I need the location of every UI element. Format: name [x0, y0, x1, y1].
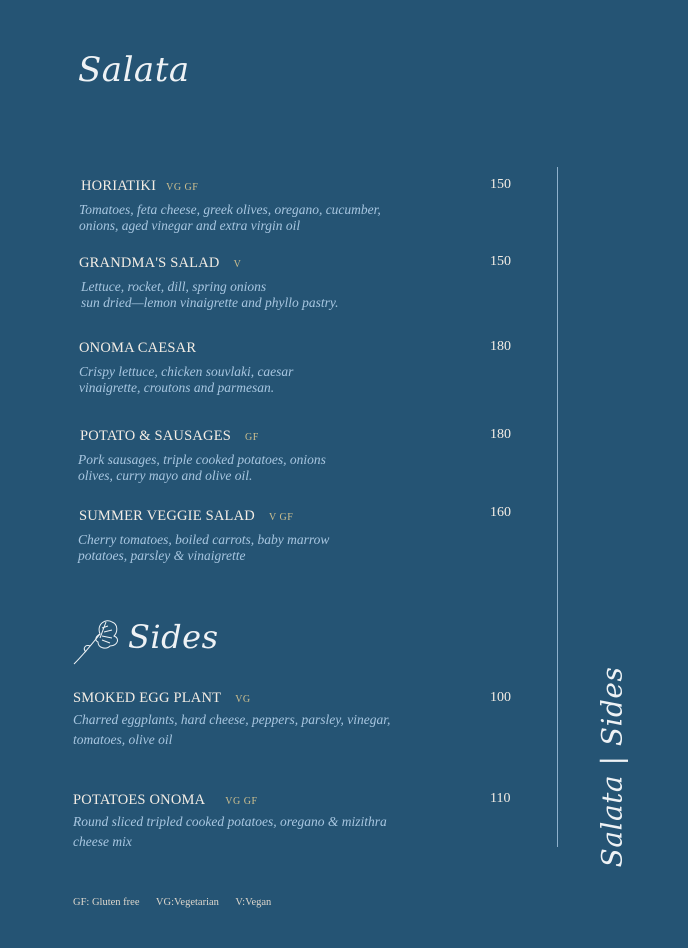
legend-vegetarian: VG:Vegetarian	[155, 897, 219, 908]
description-line: potatoes, parsley & vinaigrette	[78, 547, 246, 563]
dietary-legend	[73, 897, 285, 908]
item-price: 100	[490, 690, 511, 705]
description-line: Crispy lettuce, chicken souvlaki, caesar	[79, 364, 294, 379]
item-price: 150	[490, 177, 511, 192]
item-tags: VG GF	[166, 182, 199, 193]
item-name: GRANDMA'S SALAD	[79, 255, 220, 271]
description-line: olives, curry mayo and olive oil.	[78, 467, 253, 483]
item-price: 110	[490, 791, 511, 806]
item-description	[81, 279, 338, 310]
item-description	[79, 202, 381, 233]
description-line: onions, aged vinegar and extra virgin oil	[79, 217, 301, 233]
item-tags: VG GF	[225, 796, 258, 807]
legend-vegan: V:Vegan	[235, 897, 272, 908]
menu-item-smoked-egg-plant	[73, 689, 390, 750]
description-line: vinaigrette, croutons and parmesan.	[79, 379, 275, 395]
description-line: Cherry tomatoes, boiled carrots, baby marrow	[78, 532, 330, 547]
menu-item-summer-veggie-salad	[79, 507, 329, 563]
description-line: cheese mix	[73, 834, 132, 849]
item-name: POTATOES ONOMA	[73, 792, 206, 808]
item-name: SUMMER VEGGIE SALAD	[79, 508, 255, 524]
vertical-section-title: Salata | Sides	[595, 666, 629, 868]
legend-gluten-free: GF: Gluten free	[73, 897, 140, 908]
item-name: SMOKED EGG PLANT	[73, 690, 222, 706]
sides-heading: Sides	[128, 618, 219, 656]
description-line: Pork sausages, triple cooked potatoes, onions	[78, 452, 326, 467]
description-line: Lettuce, rocket, dill, spring onions	[81, 279, 267, 294]
description-line: sun dried—lemon vinaigrette and phyllo pastry.	[81, 294, 339, 310]
menu-item-onoma-caesar	[79, 339, 293, 395]
menu-item-potato-sausages	[80, 427, 326, 483]
item-tags: V GF	[268, 512, 294, 523]
description-line: Round sliced tripled cooked potatoes, oregano & mizithra	[73, 814, 387, 829]
vertical-divider	[557, 167, 558, 847]
item-price: 180	[490, 339, 511, 354]
herb-sprig-icon	[72, 616, 122, 666]
salata-heading: Salata	[78, 50, 190, 90]
description-line: Tomatoes, feta cheese, greek olives, oregano, cucumber,	[79, 202, 381, 217]
item-price: 160	[490, 505, 511, 520]
description-line: Charred eggplants, hard cheese, peppers, parsley, vinegar,	[73, 712, 391, 727]
menu-item-horiatiki	[81, 177, 381, 233]
description-line: tomatoes, olive oil	[73, 732, 173, 747]
item-description	[73, 812, 387, 852]
item-name: POTATO & SAUSAGES	[80, 428, 232, 444]
item-name: HORIATIKI	[81, 178, 157, 194]
item-price: 180	[490, 427, 511, 442]
item-tags: GF	[245, 432, 259, 443]
item-description	[79, 364, 293, 395]
item-tags: VG	[235, 694, 251, 705]
item-description	[78, 532, 329, 563]
item-name: ONOMA CAESAR	[79, 340, 197, 356]
menu-item-potatoes-onoma	[73, 791, 387, 852]
item-tags: V	[233, 259, 242, 270]
item-description	[78, 452, 326, 483]
menu-item-grandmas-salad	[79, 254, 338, 310]
item-description	[73, 710, 390, 750]
item-price: 150	[490, 254, 511, 269]
